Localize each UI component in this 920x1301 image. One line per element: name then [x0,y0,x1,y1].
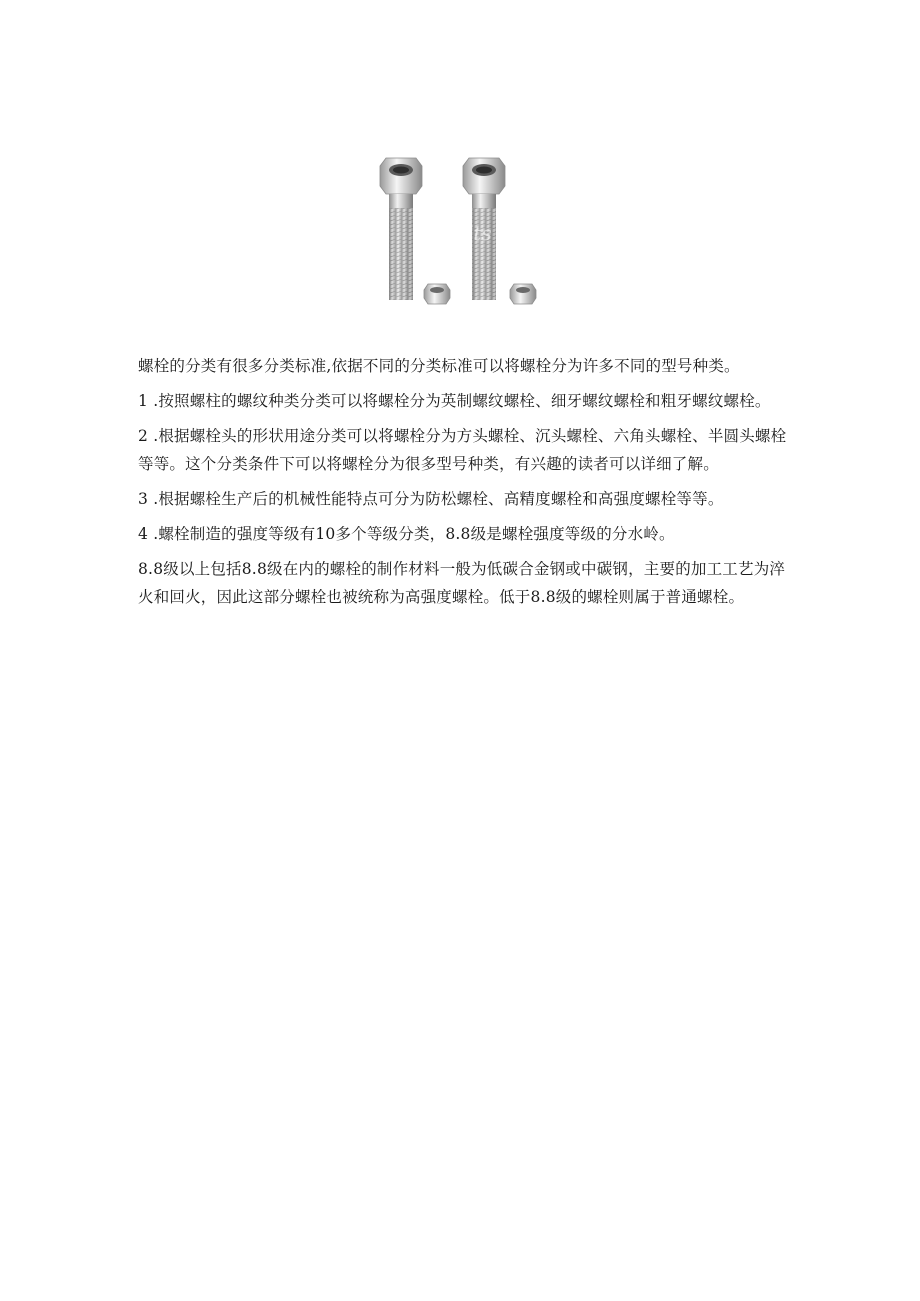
intro-paragraph: 螺栓的分类有很多分类标准,依据不同的分类标准可以将螺栓分为许多不同的型号种类。 [138,357,740,375]
paragraph-item-2: 2 .根据螺栓头的形状用途分类可以将螺栓分为方头螺栓、沉头螺栓、六角头螺栓、半圆头螺栓等等。这个分类条件下可以将螺栓分为很多型号种类，有兴趣的读者可以详细了解。 [138,427,787,473]
right-nut [510,284,536,304]
left-nut [424,284,450,304]
paragraph-item-3: 3 .根据螺栓生产后的机械性能特点可分为防松螺栓、高精度螺栓和高强度螺栓等等。 [138,490,724,508]
paragraph-item-1: 1 .按照螺柱的螺纹种类分类可以将螺栓分为英制螺纹螺栓、细牙螺纹螺栓和粗牙螺纹螺栓。 [138,392,771,410]
bolts-and-nuts-icon [366,150,566,310]
bolts-image [366,150,566,310]
watermark-text: Bolts [440,221,492,245]
paragraph-item-4: 4 .螺栓制造的强度等级有10多个等级分类，8.8级是螺栓强度等级的分水岭。 [138,525,675,543]
left-bolt [380,158,422,300]
article-body [138,352,788,618]
closing-paragraph: 8.8级以上包括8.8级在内的螺栓的制作材料一般为低碳合金钢或中碳钢，主要的加工工艺为淬火和回火，因此这部分螺栓也被统称为高强度螺栓。低于8.8级的螺栓则属于普通螺栓。 [138,560,786,606]
